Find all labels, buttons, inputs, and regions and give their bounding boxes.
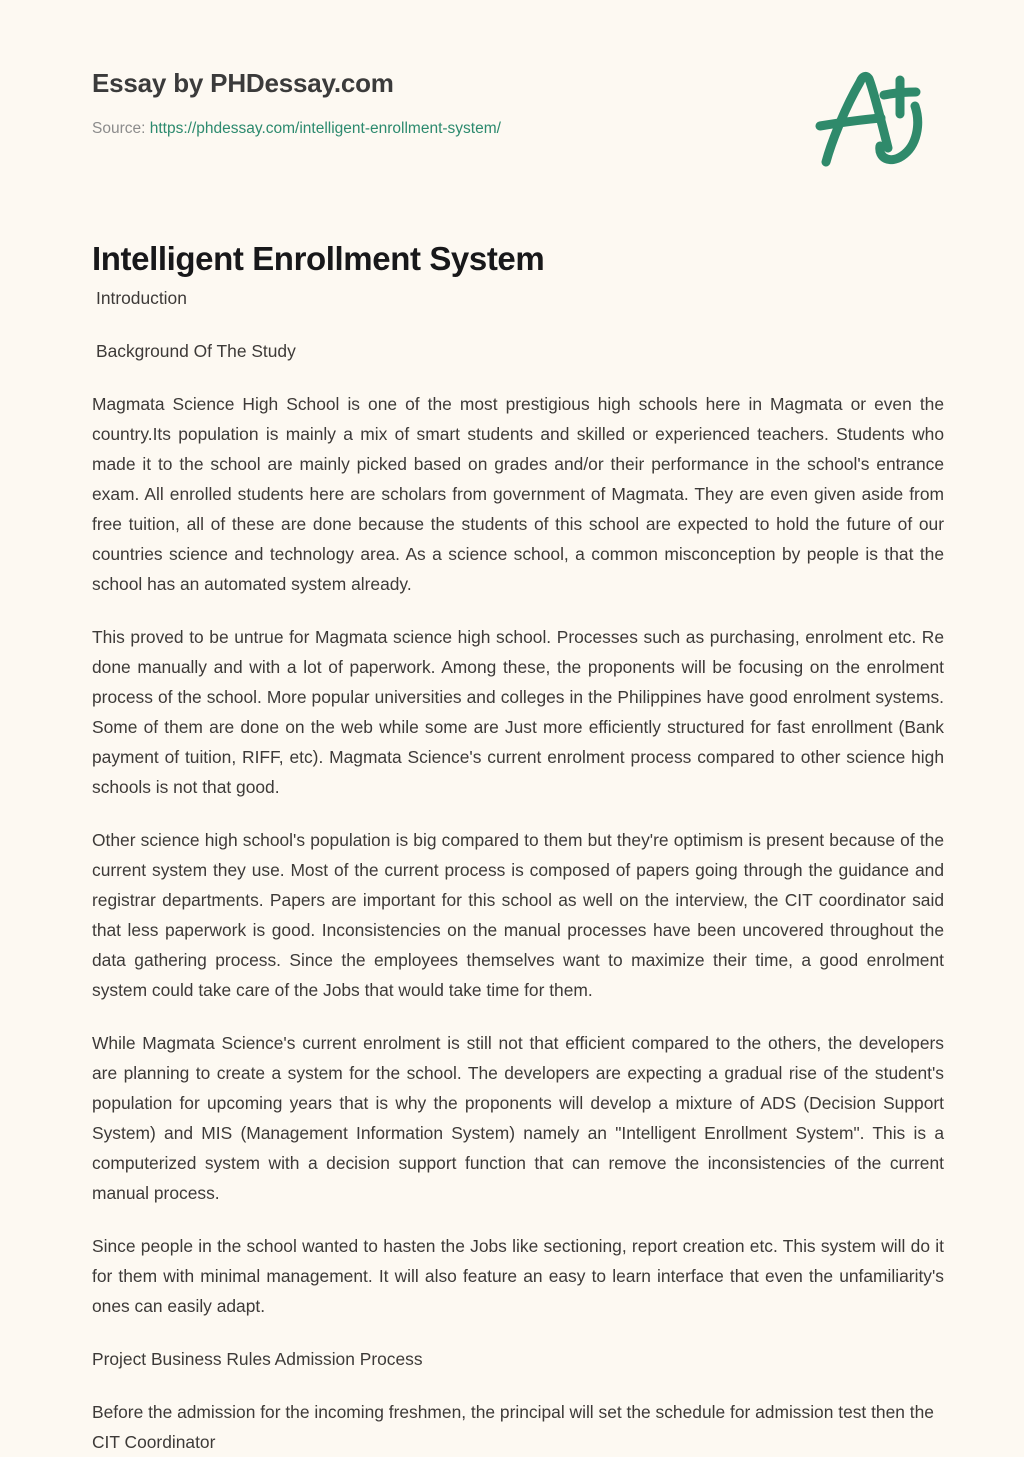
brand-title: Essay by PHDessay.com xyxy=(92,68,394,98)
paragraph-6: Before the admission for the incoming freshmen, the principal will set the schedule for admission test then the CIT Coordinator xyxy=(92,1402,934,1452)
source-url-link[interactable]: https://phdessay.com/intelligent-enrollment-system/ xyxy=(149,120,501,137)
paragraph-1: Magmata Science High School is one of the most prestigious high schools here in Magmata or even the country.Its population is mainly a mix of smart students and skilled or experienced teachers. Students who made it to the school are mainly picked based on grades and/or their performance in the school's entrance exam. All enrolled students here are scholars from government of Magmata. They are even given aside from free tuition, all of these are done because the students of this school are expected to hold the future of our countries science and technology area. As a science school, a common misconception by people is that the school has an automated system already. xyxy=(92,394,944,594)
page-title: Intelligent Enrollment System xyxy=(92,240,545,278)
document-body xyxy=(92,283,944,1457)
a-plus-logo-icon xyxy=(812,62,928,174)
paragraph-2: This proved to be untrue for Magmata science high school. Processes such as purchasing, enrolment etc. Re done manually and with a lot of paperwork. Among these, the proponents will be focusing on the enrolment process of the school. More popular universities and colleges in the Philippines have good enrolment systems. Some of them are done on the web while some are Just more efficiently structured for fast enrollment (Bank payment of tuition, RIFF, etc). Magmata Science's current enrolment process compared to other science high schools is not that good. xyxy=(92,627,944,797)
document-header xyxy=(0,0,1024,200)
paragraph-background-heading: Background Of The Study xyxy=(96,341,296,361)
source-line xyxy=(92,120,501,138)
paragraph-5: Since people in the school wanted to hasten the Jobs like sectioning, report creation etc. This system will do it for them with minimal management. It will also feature an easy to learn interface that even the unfamiliarity's ones can easily adapt. xyxy=(92,1236,944,1316)
source-label: Source: xyxy=(92,120,146,137)
paragraph-3: Other science high school's population is big compared to them but they're optimism is present because of the current system they use. Most of the current process is composed of papers going through the guidance and registrar departments. Papers are important for this school as well on the interview, the CIT coordinator said that less paperwork is good. Inconsistencies on the manual processes have been uncovered throughout the data gathering process. Since the employees themselves want to maximize their time, a good enrolment system could take care of the Jobs that would take time for them. xyxy=(92,830,944,1000)
paragraph-business-rules-heading: Project Business Rules Admission Process xyxy=(92,1349,423,1369)
paragraph-4: While Magmata Science's current enrolment is still not that efficient compared to the others, the developers are planning to create a system for the school. The developers are expecting a gradual rise of the student's population for upcoming years that is why the proponents will develop a mixture of ADS (Decision Support System) and MIS (Management Information System) namely an "Intelligent Enrollment System". This is a computerized system with a decision support function that can remove the inconsistencies of the current manual process. xyxy=(92,1033,944,1203)
paragraph-introduction-heading: Introduction xyxy=(96,288,187,308)
